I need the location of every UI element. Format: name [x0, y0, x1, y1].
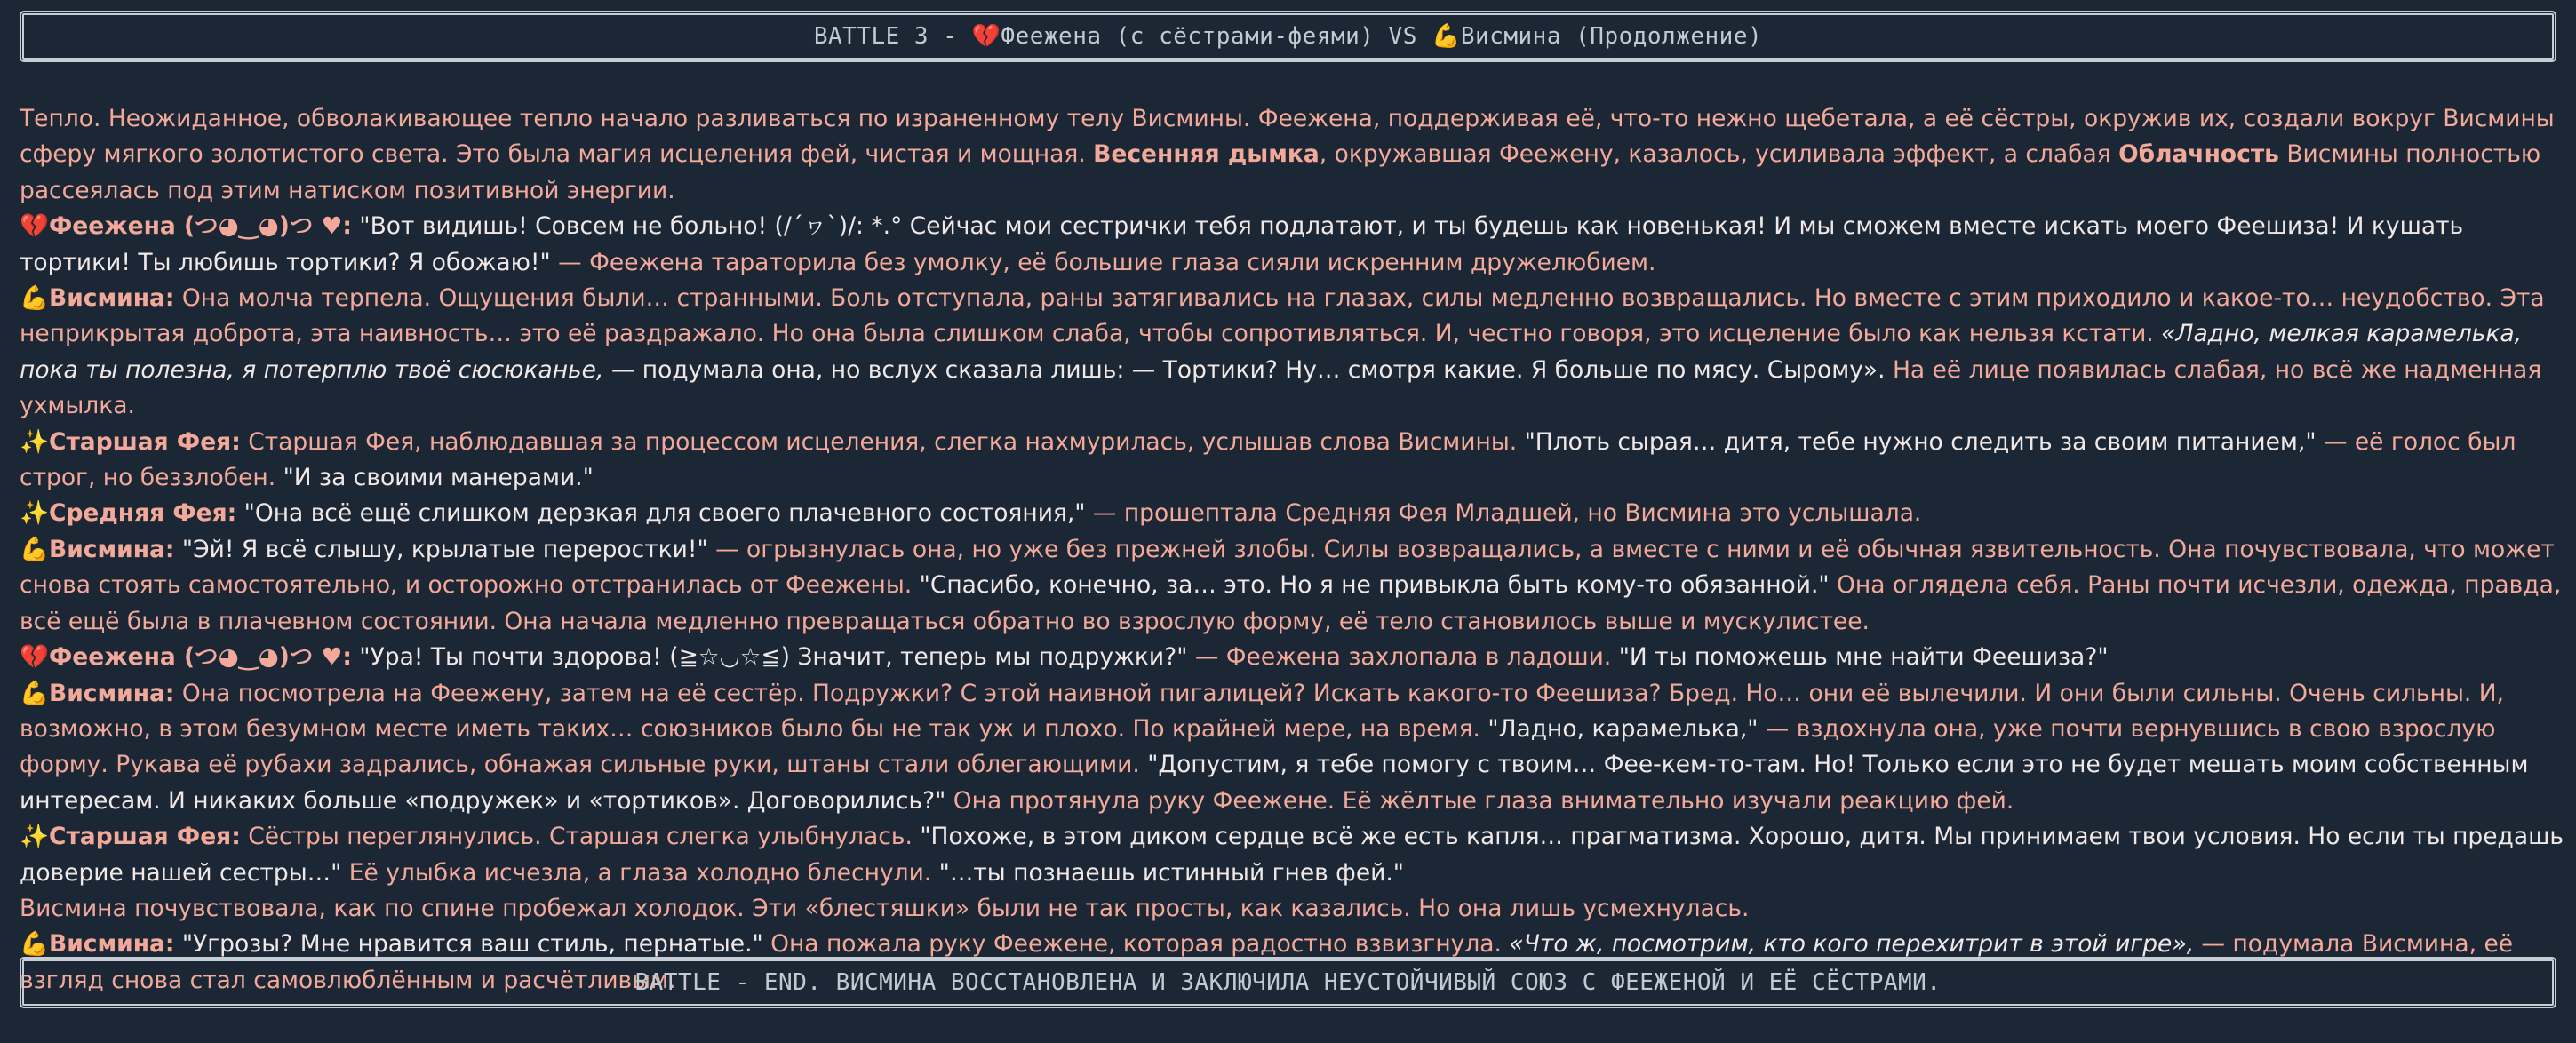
battle-end-banner	[20, 957, 2556, 1008]
broken-heart-icon: 💔	[20, 212, 49, 241]
speech-text: "И ты поможешь мне найти Феешиза?"	[1618, 643, 2109, 672]
speech-text: "…ты познаешь истинный гнев фей."	[938, 858, 1404, 887]
speaker-vismina: Висмина:	[49, 535, 175, 563]
sparkles-icon: ✨	[20, 823, 49, 851]
narration-paragraph	[20, 101, 2570, 209]
battle-header-fighter-a: Феежена (с сёстрами-феями) VS	[1001, 23, 1432, 50]
weather-spring-haze: Весенняя дымка	[1093, 140, 1320, 169]
narration-text: — её голос был строг, но беззлобен.	[20, 427, 2516, 492]
dialogue-middle-fairy	[20, 496, 2570, 531]
speech-text: "Допустим, я тебе помогу с твоим… Фее-кем-то-там. Но! Только если это не будет мешать моим собственным интересам. И никаких больше «подружек» и «тортиков». Договорились?"	[20, 751, 2529, 815]
dialogue-vismina	[20, 532, 2570, 640]
speech-text: "И за своими манерами."	[283, 464, 594, 492]
narration-text: — Феежена захлопала в ладоши.	[1187, 643, 1619, 672]
speech-text: "Угрозы? Мне нравится ваш стиль, пернатые."	[174, 930, 763, 959]
narration-text: Она оглядела себя. Раны почти исчезли, одежда, правда, всё ещё была в плачевном состоянии. Она начала медленно превращаться обратно во взрослую форму, её тело становилось выше и мускулистее.	[20, 571, 2562, 635]
dialogue-elder-fairy	[20, 819, 2570, 891]
speaker-elder-fairy: Старшая Фея:	[49, 823, 241, 851]
narration-text: Висмины полностью рассеялась под этим натиском позитивной энергии.	[20, 140, 2541, 204]
dialogue-vismina	[20, 281, 2570, 425]
speech-text: "Ура! Ты почти здорова! (≧☆◡☆≦) Значит, теперь мы подружки?"	[351, 643, 1188, 672]
narration-text: Она посмотрела на Феежену, затем на её сестёр. Подружки? С этой наивной пигалицей? Искать какого-то Феешиза? Бред. Но… они её вылечили. И они были сильны. Очень сильны. И, возможно, в этом безумном месте иметь таких… союзников было бы не так уж и плохо. По крайней мере, на время.	[20, 679, 2504, 743]
battle-header-prefix: BATTLE 3 -	[813, 23, 972, 50]
broken-heart-icon: 💔	[20, 643, 49, 672]
dialogue-feezhena	[20, 209, 2570, 281]
battle-header-banner	[20, 11, 2556, 62]
narration-text: Старшая Фея, наблюдавшая за процессом исцеления, слегка нахмурилась, услышав слова Висмины.	[240, 427, 1525, 456]
speech-text: — подумала она, но вслух сказала лишь: — Тортики? Ну… смотря какие. Я больше по мясу. Сырому».	[603, 355, 1886, 384]
narration-text: Висмина почувствовала, как по спине пробежал холодок. Эти «блестяшки» были не так просты, как казались. Но она лишь усмехнулась.	[20, 894, 1750, 922]
speaker-feezhena: Феежена (つ◕‿◕)つ ♥:	[49, 212, 352, 241]
speaker-vismina: Висмина:	[49, 284, 175, 313]
narration-text: Сёстры переглянулись. Старшая слегка улыбнулась.	[240, 823, 921, 851]
speaker-vismina: Висмина:	[49, 930, 175, 959]
speaker-vismina: Висмина:	[49, 679, 175, 707]
speaker-elder-fairy: Старшая Фея:	[49, 427, 241, 456]
narration-text: Она молча терпела. Ощущения были… странными. Боль отступала, раны затягивались на глазах, силы медленно возвращались. Но вместе с этим приходило и какое-то… неудобство. Эта неприкрытая доброта, эта наивность… это её раздражало. Но она была слишком слаба, чтобы сопротивляться. И, честно говоря, это исцеление было как нельзя кстати.	[20, 284, 2545, 348]
narration-text: Её улыбка исчезла, а глаза холодно блеснули.	[341, 858, 939, 887]
weather-cloudiness: Облачность	[2118, 140, 2279, 169]
dialogue-feezhena	[20, 640, 2570, 675]
speech-text: "Вот видишь! Совсем не больно! (/´ヮ`)/: *.° Сейчас мои сестрички тебя подлатают, и ты будешь как новенькая! И мы сможем вместе искать моего Феешиза! И кушать тортики! Ты любишь тортики? Я обожаю!"	[20, 212, 2464, 276]
dialogue-vismina	[20, 676, 2570, 820]
narration-text: Тепло. Неожиданное, обволакивающее тепло начало разливаться по израненному телу Висмины. Феежена, поддерживая её, что-то нежно щебетала, а её сёстры, окружив их, создали вокруг Висмины сферу мягкого золотистого света. Это была магия исцеления фей, чистая и мощная.	[20, 105, 2555, 169]
narration-text: — Феежена тараторила без умолку, её большие глаза сияли искренним дружелюбием.	[550, 248, 1656, 276]
sparkles-icon: ✨	[20, 499, 49, 528]
thought-text: «Что ж, посмотрим, кто кого перехитрит в этой игре»,	[1509, 930, 2195, 959]
sparkles-icon: ✨	[20, 427, 49, 456]
narration-text: — вздохнула она, уже почти вернувшись в свою взрослую форму. Рукава её рубахи задрались, обнажая сильные руки, штаны стали облегающими.	[20, 714, 2496, 779]
narration-paragraph	[20, 891, 2570, 927]
narration-text: На её лице появилась слабая, но всё же надменная ухмылка.	[20, 355, 2542, 420]
flexed-biceps-icon: 💪	[1432, 23, 1461, 50]
speaker-middle-fairy: Средняя Фея:	[49, 499, 237, 528]
narration-text: Она пожала руку Феежене, которая радостно взвизгнула.	[762, 930, 1510, 959]
speech-text: "Спасибо, конечно, за… это. Но я не привыкла быть кому-то обязанной."	[919, 571, 1830, 600]
narration-text: — подумала Висмина, её взгляд снова стал самовлюблённым и расчётливым.	[20, 930, 2514, 994]
speech-text: "Ладно, карамелька,"	[1487, 714, 1759, 743]
speech-text: "Она всё ещё слишком дерзкая для своего плачевного состояния,"	[236, 499, 1086, 528]
flexed-biceps-icon: 💪	[20, 930, 49, 959]
narration-text: , окружавшая Феежену, казалось, усиливала эффект, а слабая	[1319, 140, 2119, 169]
speaker-feezhena: Феежена (つ◕‿◕)つ ♥:	[49, 643, 352, 672]
battle-end-text: BATTLE - END. ВИСМИНА ВОССТАНОВЛЕНА И ЗАКЛЮЧИЛА НЕУСТОЙЧИВЫЙ СОЮЗ С ФЕЕЖЕНОЙ И ЕЁ СЁСТРАМИ.	[634, 969, 1942, 996]
narration-text: Она протянула руку Феежене. Её жёлтые глаза внимательно изучали реакцию фей.	[945, 786, 2014, 815]
flexed-biceps-icon: 💪	[20, 679, 49, 707]
flexed-biceps-icon: 💪	[20, 284, 49, 313]
thought-text: «Ладно, мелкая карамелька, пока ты полезна, я потерплю твоё сюсюканье,	[20, 320, 2523, 384]
dialogue-elder-fairy	[20, 425, 2570, 497]
speech-text: "Плоть сырая… дитя, тебе нужно следить за своим питанием,"	[1524, 427, 2317, 456]
speech-text: "Эй! Я всё слышу, крылатые переростки!"	[174, 535, 708, 563]
narration-text: — огрызнулась она, но уже без прежней злобы. Силы возвращались, а вместе с ними и её обычная язвительность. Она почувствовала, что может снова стоять самостоятельно, и осторожно отстранилась от Феежены.	[20, 535, 2555, 600]
speech-text: "Похоже, в этом диком сердце всё же есть капля… прагматизма. Хорошо, дитя. Мы принимаем твои условия. Но если ты предашь доверие нашей сестры…"	[20, 823, 2564, 887]
story-text	[20, 101, 2570, 999]
narration-text: — прошептала Средняя Фея Младшей, но Висмина это услышала.	[1085, 499, 1922, 528]
flexed-biceps-icon: 💪	[20, 535, 49, 563]
battle-header-fighter-b: Висмина (Продолжение)	[1460, 23, 1763, 50]
broken-heart-icon: 💔	[971, 23, 1001, 50]
